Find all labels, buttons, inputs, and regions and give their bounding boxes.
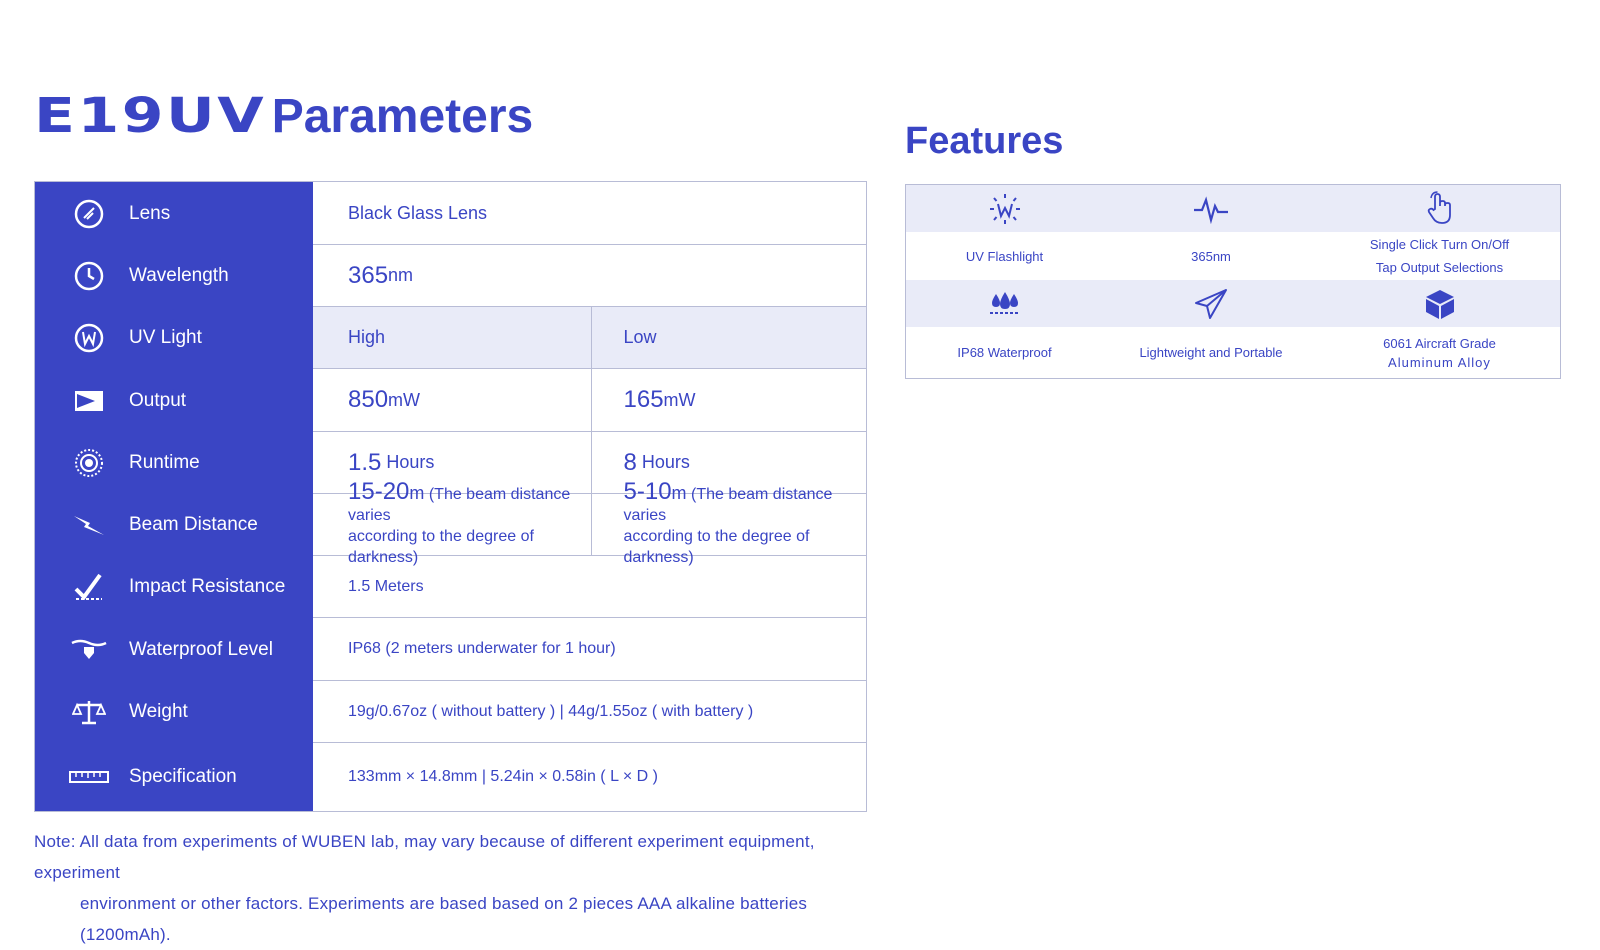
value-cell-high: 1.5 Hours — [348, 448, 435, 476]
value-cell: 365 nm — [348, 261, 414, 289]
value-cell-low: 5-10m (The beam distance varies according to the degree of darkness) — [591, 494, 867, 555]
feature-label: 365nm — [1103, 232, 1319, 280]
param-value-uv-light — [313, 307, 866, 369]
param-value-output — [313, 369, 866, 432]
scale-icon — [69, 696, 109, 728]
uv-flashlight-icon — [906, 185, 1103, 232]
param-label-waterproof-level: Waterproof Level — [35, 618, 313, 681]
param-value-lens — [313, 182, 866, 245]
ruler-icon — [69, 761, 109, 793]
value-cell-low: 8 Hours — [591, 432, 867, 493]
value-cell: Black Glass Lens — [348, 202, 488, 223]
parameters-table — [34, 181, 867, 812]
water-drops-icon — [906, 280, 1103, 327]
value-cell: 1.5 Meters — [348, 577, 424, 595]
param-value-waterproof-level — [313, 618, 866, 681]
paper-plane-icon — [1103, 280, 1319, 327]
param-value-beam-distance — [313, 478, 866, 566]
param-value-wavelength — [313, 245, 866, 307]
cube-icon — [1319, 280, 1560, 327]
parameter-labels — [35, 182, 313, 811]
parameter-values — [313, 182, 866, 811]
param-value-weight — [313, 681, 866, 743]
feature-label: 6061 Aircraft Grade Aluminum Alloy — [1319, 327, 1560, 378]
param-value-specification — [313, 743, 866, 811]
value-cell-high: 850 mW — [348, 386, 421, 413]
mode-low: Low — [591, 307, 867, 368]
feature-label: Single Click Turn On/Off Tap Output Selections — [1319, 232, 1560, 280]
wave-pulse-icon — [1103, 185, 1319, 232]
model-name: E19UV — [34, 88, 267, 144]
feature-label: Lightweight and Portable — [1103, 327, 1319, 378]
clock-icon — [69, 260, 109, 292]
param-label-runtime: Runtime — [35, 432, 313, 494]
runtime-icon — [69, 447, 109, 479]
output-icon — [69, 385, 109, 417]
tap-hand-icon — [1319, 185, 1560, 232]
param-value-impact-resistance — [313, 556, 866, 618]
param-label-impact-resistance: Impact Resistance — [35, 556, 313, 618]
footnote: Note: All data from experiments of WUBEN lab, may vary because of different experiment equipment, experiment environment or other factors. Experiments are based based on 2 pieces AAA alkaline batteries (1200mAh). — [34, 832, 815, 944]
param-label-specification: Specification — [35, 743, 313, 811]
param-label-lens: Lens — [35, 182, 313, 245]
value-cell: IP68 (2 meters underwater for 1 hour) — [348, 640, 616, 657]
param-label-weight: Weight — [35, 681, 313, 743]
value-cell: 133mm × 14.8mm | 5.24in × 0.58in ( L × D ) — [348, 768, 658, 785]
value-cell: 19g/0.67oz ( without battery ) | 44g/1.55oz ( with battery ) — [348, 702, 754, 720]
param-label-uv-light: UV Light — [35, 307, 313, 369]
waterproof-icon — [69, 634, 109, 666]
lens-icon — [69, 198, 109, 230]
feature-label: UV Flashlight — [906, 232, 1103, 280]
features-grid — [905, 184, 1561, 379]
feature-label: IP68 Waterproof — [906, 327, 1103, 378]
param-label-beam-distance: Beam Distance — [35, 494, 313, 556]
mode-high: High — [313, 307, 591, 368]
beam-icon — [69, 509, 109, 541]
value-cell-low: 165 mW — [591, 369, 867, 431]
uv-icon — [69, 322, 109, 354]
title-word: Parameters — [271, 90, 534, 143]
value-cell-high: 15-20m (The beam distance varies according to the degree of darkness) — [348, 478, 571, 566]
impact-icon — [69, 571, 109, 603]
param-label-output: Output — [35, 369, 313, 432]
page-title — [34, 88, 533, 144]
param-label-wavelength: Wavelength — [35, 245, 313, 307]
features-title: Features — [905, 120, 1064, 162]
